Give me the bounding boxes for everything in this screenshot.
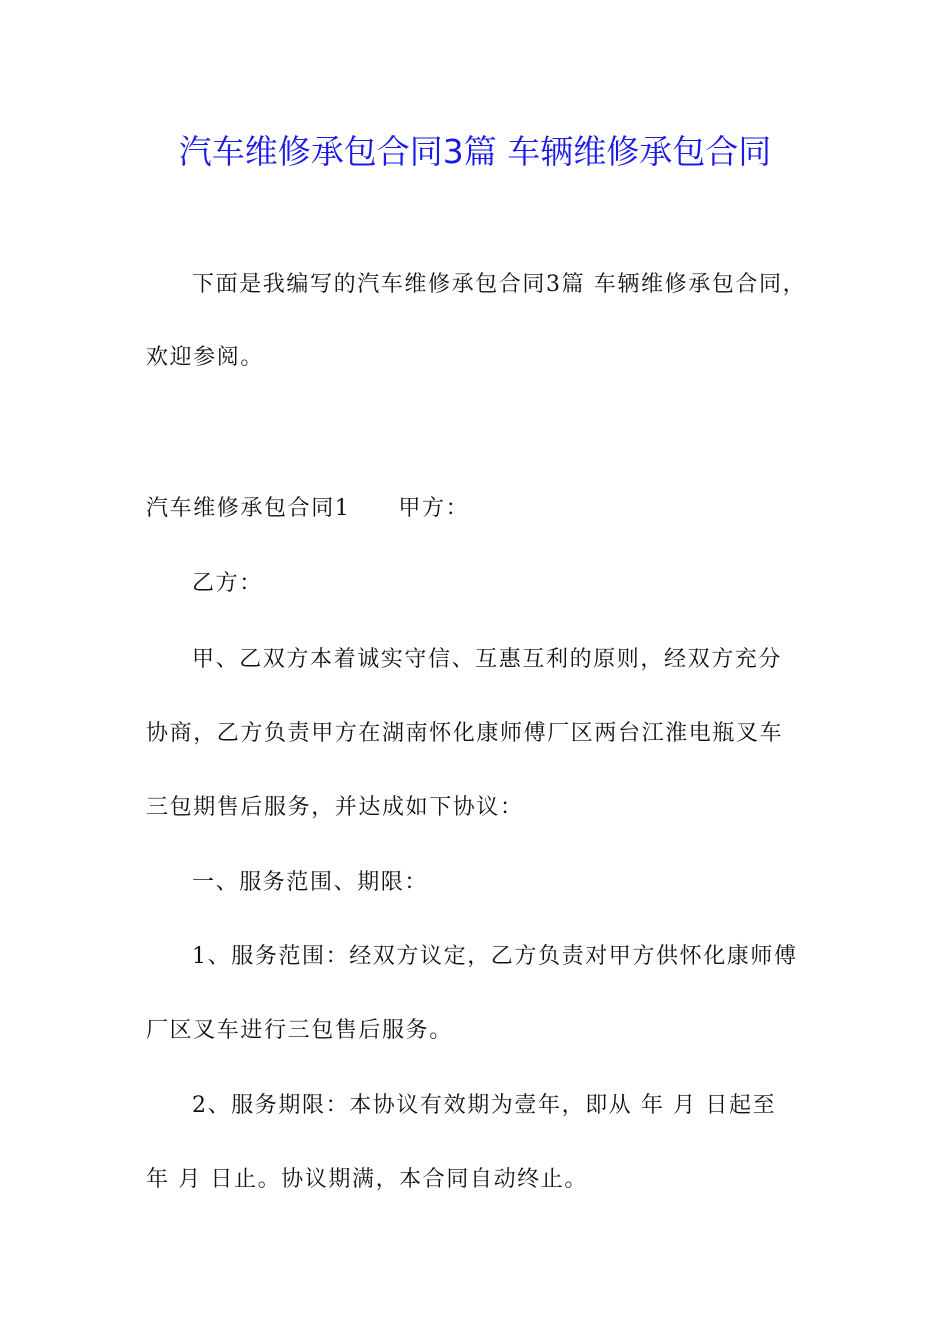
contract-heading-row — [146, 494, 469, 524]
preamble-line-1: 甲、乙双方本着诚实守信、互惠互利的原则，经双方充分 — [192, 647, 783, 672]
party-b-label: 乙方： — [192, 571, 263, 596]
clause-1-line-1: 1、服务范围：经双方议定，乙方负责对甲方供怀化康师傅 — [192, 944, 798, 969]
section-1-heading: 一、服务范围、期限： — [192, 870, 429, 895]
intro-line-2: 欢迎参阅。 — [146, 345, 265, 370]
clause-1-line-2: 厂区叉车进行三包售后服务。 — [146, 1018, 453, 1043]
intro-line-1: 下面是我编写的汽车维修承包合同3篇 车辆维修承包合同， — [192, 272, 807, 297]
clause-2-line-1: 2、服务期限：本协议有效期为壹年，即从 年 月 日起至 — [192, 1093, 777, 1118]
clause-2-line-2: 年 月 日止。协议期满，本合同自动终止。 — [146, 1167, 588, 1192]
preamble-line-2: 协商，乙方负责甲方在湖南怀化康师傅厂区两台江淮电瓶叉车 — [146, 721, 784, 746]
preamble-line-3: 三包期售后服务，并达成如下协议： — [146, 795, 524, 820]
party-a-label: 甲方： — [398, 496, 470, 521]
contract-heading: 汽车维修承包合同1 — [146, 496, 351, 521]
document-title: 汽车维修承包合同3篇 车辆维修承包合同 — [178, 132, 772, 171]
